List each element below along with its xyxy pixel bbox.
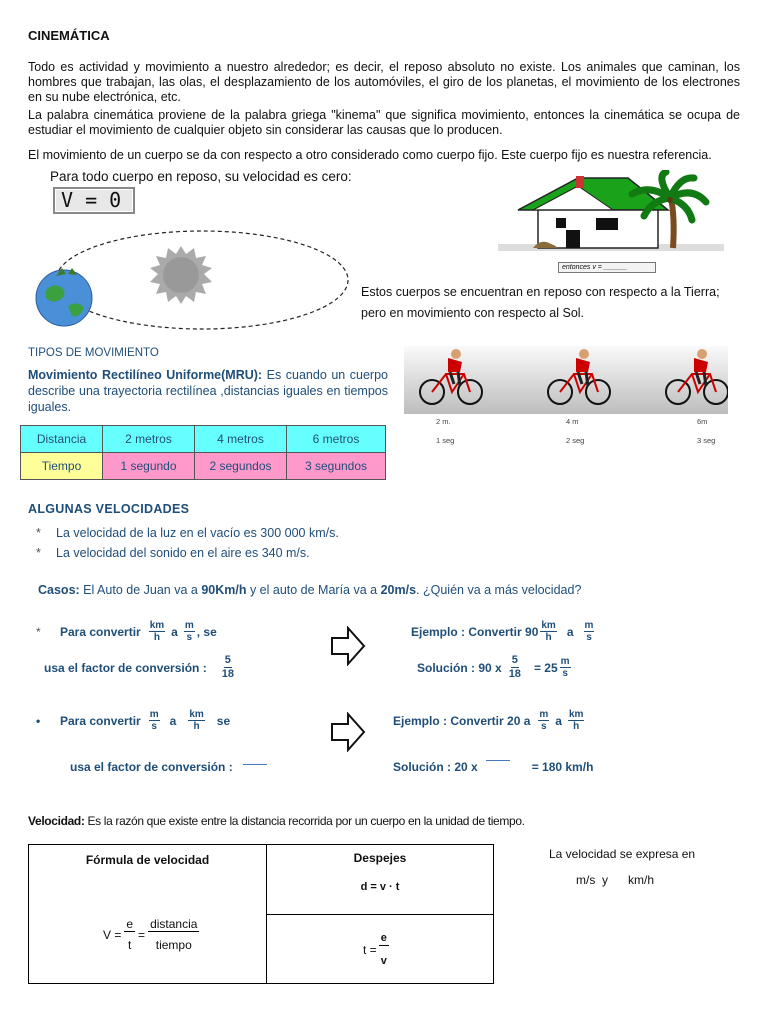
earth-icon	[36, 268, 92, 326]
formula-heading: Fórmula de velocidad	[85, 853, 210, 867]
distance-formula: d = v · t	[360, 881, 400, 893]
orbit-illustration	[28, 228, 354, 334]
cyclist-time-1: 1 seg	[436, 436, 455, 445]
arrow-right-icon	[330, 626, 366, 666]
units-values: m/s y km/h	[576, 873, 655, 887]
table-row	[21, 426, 386, 453]
units-text: La velocidad se expresa en	[549, 847, 696, 861]
sun-icon	[150, 246, 212, 304]
page-title: CINEMÁTICA	[28, 28, 110, 43]
conversion-1-example: Ejemplo : Convertir 90 $\frac{km}{h}$ a $\frac{m}{s}$	[411, 620, 594, 643]
intro-paragraph-3: El movimiento de un cuerpo se da con respecto a otro considerado como cuerpo fijo. Este cuerpo fijo es nuestra referencia.	[28, 148, 712, 162]
list-item: * La velocidad del sonido en el aire es 340 m/s.	[36, 546, 310, 560]
arrow-right-icon	[330, 712, 366, 752]
mru-description: Movimiento Rectilíneo Uniforme(MRU): Es cuando un cuerpo describe una trayectoria rectilínea ,distancias iguales en tiempos iguales.	[28, 368, 388, 414]
cyclists-illustration	[404, 346, 728, 414]
intro-paragraph-1: Todo es actividad y movimiento a nuestro alrededor; es decir, el reposo absoluto no existe. Los animales que caminan, los hombres que trabajan, las olas, el desplazamiento de los automóviles, el giro de los planetas, el movimiento de los electrones en su nube electrónica, etc.	[28, 60, 740, 104]
blank-fraction-line	[486, 760, 510, 761]
house-door	[566, 230, 580, 248]
formula-table	[28, 844, 494, 984]
conversion-2-factor: usa el factor de conversión :	[70, 760, 267, 774]
conversion-1-solution: Solución : 90 x $\frac{5}{18}$ = 25 $\frac{m}{s}$	[417, 654, 570, 680]
table-cell: 2 segundos	[195, 453, 287, 480]
speeds-list	[36, 523, 339, 563]
house-caption: entonces v = ______	[558, 262, 656, 273]
cyclist-time-3: 3 seg	[697, 436, 716, 445]
conversion-2-example: Ejemplo : Convertir 20 a $\frac{m}{s}$ a $\frac{km}{h}$	[393, 709, 584, 732]
conversion-1-text: * Para convertir $\frac{km}{h}$ a $\frac{m}{s}$ , se	[36, 620, 217, 643]
cyclist-dist-3: 6m	[697, 417, 708, 426]
speeds-heading: ALGUNAS VELOCIDADES	[28, 502, 190, 516]
cyclist-dist-2: 4 m	[566, 417, 579, 426]
table-cell: Tiempo	[21, 453, 103, 480]
table-cell: 3 segundos	[287, 453, 386, 480]
velocity-formula: V = $\frac{e}{t}$ = distancia tiempo	[103, 917, 198, 952]
blank-fraction-line	[243, 764, 267, 765]
table-cell: Distancia	[21, 426, 103, 453]
reference-text: Estos cuerpos se encuentran en reposo con respecto a la Tierra; pero en movimiento con respecto al Sol.	[361, 285, 720, 320]
despejes-heading: Despejes	[353, 851, 407, 865]
table-cell: 2 metros	[103, 426, 195, 453]
mru-table	[20, 425, 386, 480]
rest-text: Para todo cuerpo en reposo, su velocidad es cero:	[50, 169, 352, 184]
table-row	[21, 453, 386, 480]
intro-paragraph-2: La palabra cinemática proviene de la palabra griega "kinema" que significa movimiento, entonces la cinemática se ocupa de estudiar el movimiento de cualquier objeto sin considerar las causas que lo producen.	[28, 108, 740, 137]
velocity-definition: Velocidad: Es la razón que existe entre la distancia recorrida por un cuerpo en la unidad de tiempo.	[28, 814, 525, 828]
types-heading: TIPOS DE MOVIMIENTO	[28, 347, 159, 359]
palm-trunk	[671, 198, 674, 248]
rest-formula: V = 0	[53, 187, 135, 214]
time-formula: t = $\frac{e}{v}$	[363, 932, 387, 967]
table-cell: 4 metros	[195, 426, 287, 453]
cyclist-dist-1: 2 m.	[436, 417, 451, 426]
conversion-2-solution: Solución : 20 x = 180 km/h	[393, 760, 594, 774]
table-cell: 6 metros	[287, 426, 386, 453]
conversion-1-factor: usa el factor de conversión : $\frac{5}{18}$	[44, 654, 234, 680]
cyclist-time-2: 2 seg	[566, 436, 585, 445]
conversion-2-text: • Para convertir $\frac{m}{s}$ a $\frac{km}{h}$ se	[36, 709, 231, 732]
table-cell: 1 segundo	[103, 453, 195, 480]
list-item: * La velocidad de la luz en el vacío es 300 000 km/s.	[36, 526, 339, 540]
case-text: Casos: El Auto de Juan va a 90Km/h y el auto de María va a 20m/s. ¿Quién va a más velocidad?	[38, 583, 582, 597]
